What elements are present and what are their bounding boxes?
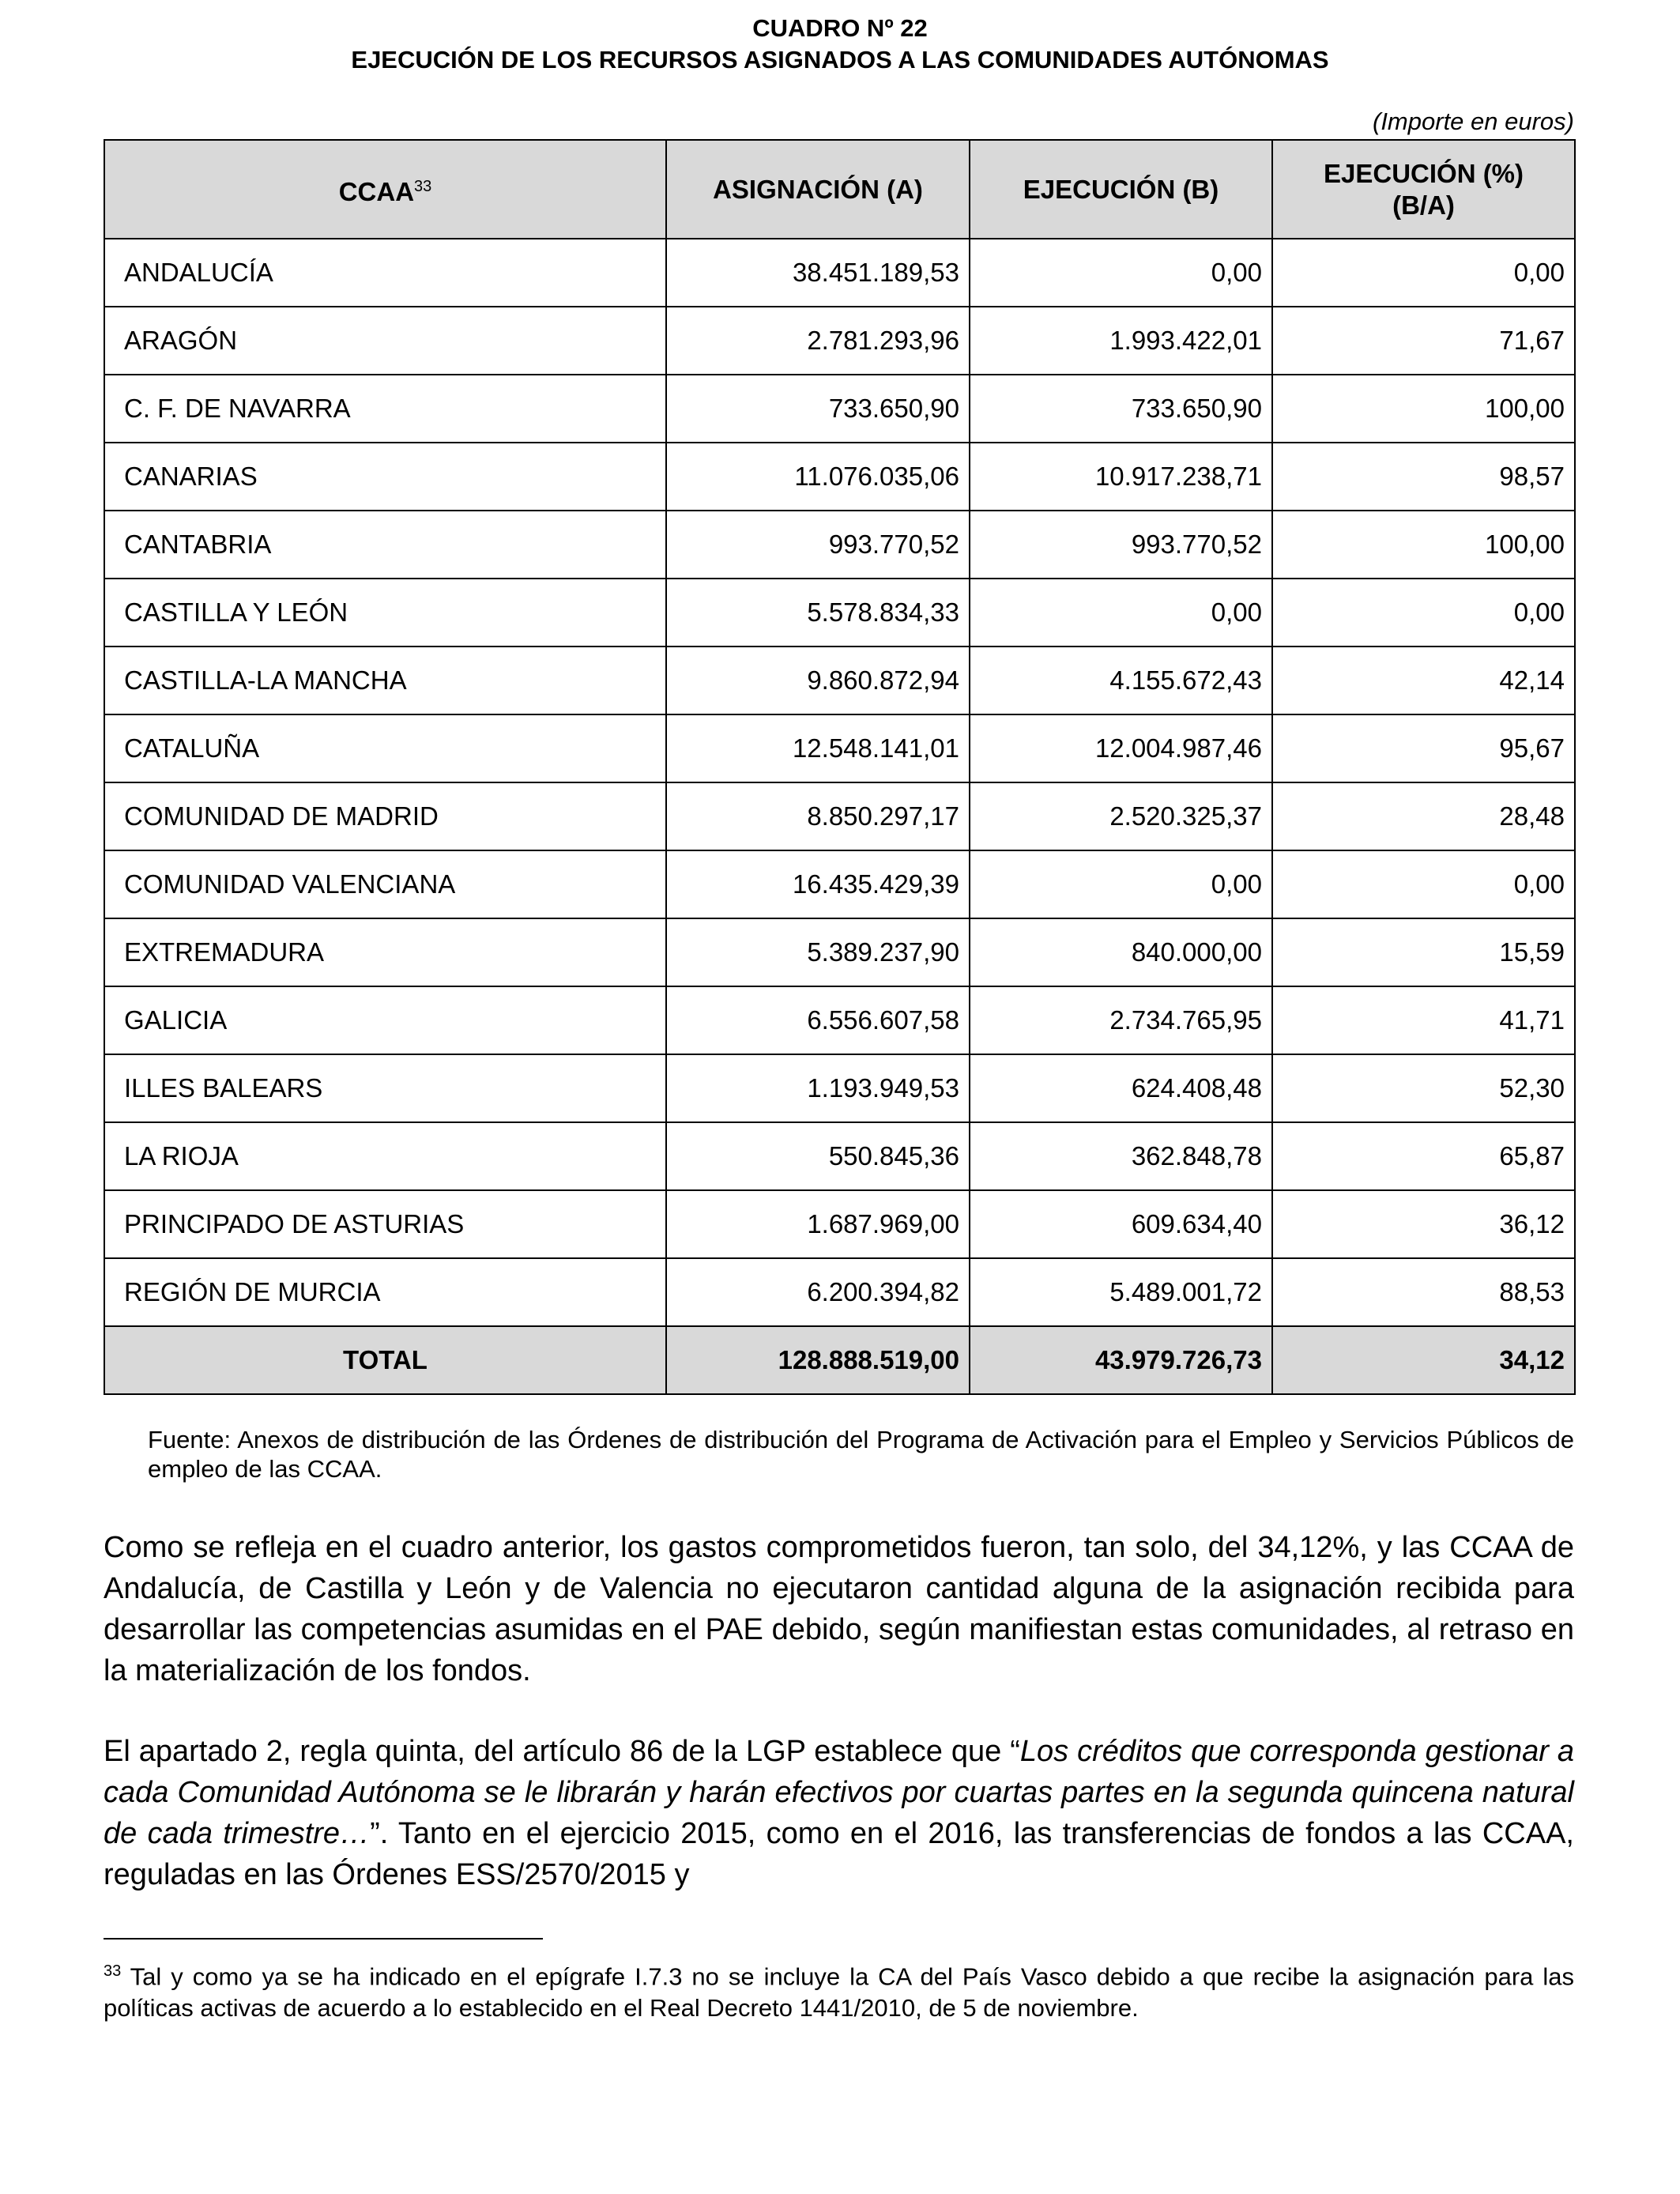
ejecucion-pct-value: 95,67 [1272,714,1575,782]
total-label: TOTAL [104,1326,666,1394]
ccaa-name: CATALUÑA [104,714,666,782]
table-row [104,714,1575,782]
table-row [104,307,1575,375]
total-asignacion: 128.888.519,00 [666,1326,970,1394]
ccaa-name: CANARIAS [104,443,666,511]
ccaa-name: GALICIA [104,986,666,1054]
total-ejecucion: 43.979.726,73 [970,1326,1272,1394]
ccaa-name: ANDALUCÍA [104,239,666,307]
ejecucion-pct-value: 0,00 [1272,579,1575,647]
column-header-asignacion: ASIGNACIÓN (A) [666,140,970,239]
asignacion-value: 2.781.293,96 [666,307,970,375]
ccaa-name: COMUNIDAD VALENCIANA [104,850,666,918]
ejecucion-pct-value: 0,00 [1272,239,1575,307]
execution-table [104,139,1576,1395]
footnote-separator [104,1938,543,1940]
legal-quote: Los créditos que corresponda gestionar a cada Comunidad Autónoma se le librarán y harán efectivos por cuartas partes en la segunda quincena natural de cada trimestre… [104,1735,1575,1850]
asignacion-value: 5.389.237,90 [666,918,970,986]
ejecucion-pct-value: 28,48 [1272,782,1575,850]
ejecucion-value: 733.650,90 [970,375,1272,443]
ejecucion-value: 2.734.765,95 [970,986,1272,1054]
asignacion-value: 5.578.834,33 [666,579,970,647]
asignacion-value: 9.860.872,94 [666,647,970,714]
table-row [104,850,1575,918]
ccaa-name: CANTABRIA [104,511,666,579]
asignacion-value: 1.687.969,00 [666,1190,970,1258]
ccaa-name: REGIÓN DE MURCIA [104,1258,666,1326]
ejecucion-value: 1.993.422,01 [970,307,1272,375]
table-row [104,986,1575,1054]
ejecucion-value: 362.848,78 [970,1122,1272,1190]
ccaa-name: C. F. DE NAVARRA [104,375,666,443]
table-row [104,1122,1575,1190]
asignacion-value: 733.650,90 [666,375,970,443]
ccaa-name: EXTREMADURA [104,918,666,986]
asignacion-value: 12.548.141,01 [666,714,970,782]
ejecucion-pct-value: 88,53 [1272,1258,1575,1326]
ejecucion-value: 5.489.001,72 [970,1258,1272,1326]
ejecucion-value: 840.000,00 [970,918,1272,986]
table-row [104,511,1575,579]
ccaa-name: ILLES BALEARS [104,1054,666,1122]
asignacion-value: 16.435.429,39 [666,850,970,918]
asignacion-value: 6.556.607,58 [666,986,970,1054]
column-header-ccaa: CCAA$^{33}$ [104,140,666,239]
ejecucion-value: 993.770,52 [970,511,1272,579]
table-row [104,1258,1575,1326]
ccaa-name: CASTILLA-LA MANCHA [104,647,666,714]
asignacion-value: 550.845,36 [666,1122,970,1190]
ejecucion-value: 0,00 [970,850,1272,918]
asignacion-value: 1.193.949,53 [666,1054,970,1122]
footnote-number: 33 [104,1962,122,1980]
table-number-title: CUADRO Nº 22 [752,14,928,42]
ccaa-name: COMUNIDAD DE MADRID [104,782,666,850]
ejecucion-value: 609.634,40 [970,1190,1272,1258]
ejecucion-value: 10.917.238,71 [970,443,1272,511]
ejecucion-pct-value: 0,00 [1272,850,1575,918]
table-row [104,443,1575,511]
ejecucion-pct-value: 65,87 [1272,1122,1575,1190]
ccaa-name: PRINCIPADO DE ASTURIAS [104,1190,666,1258]
ejecucion-pct-value: 98,57 [1272,443,1575,511]
ejecucion-value: 12.004.987,46 [970,714,1272,782]
ejecucion-value: 2.520.325,37 [970,782,1272,850]
asignacion-value: 11.076.035,06 [666,443,970,511]
table-title: EJECUCIÓN DE LOS RECURSOS ASIGNADOS A LAS COMUNIDADES AUTÓNOMAS [351,46,1329,74]
body-paragraph-2: El apartado 2, regla quinta, del artículo 86 de la LGP establece que “Los créditos que corresponda gestionar a cada Comunidad Autónoma se le librarán y harán efectivos por cuartas partes en la segunda quincena natural de cada trimestre…”. Tanto en el ejercicio 2015, como en el 2016, las transferencias de fondos a las CCAA, reguladas en las Órdenes ESS/2570/2015 y [104,1735,1575,1891]
ejecucion-pct-value: 71,67 [1272,307,1575,375]
ccaa-name: LA RIOJA [104,1122,666,1190]
asignacion-value: 8.850.297,17 [666,782,970,850]
ejecucion-pct-value: 52,30 [1272,1054,1575,1122]
asignacion-value: 6.200.394,82 [666,1258,970,1326]
ejecucion-value: 4.155.672,43 [970,647,1272,714]
table-row [104,918,1575,986]
ejecucion-pct-value: 100,00 [1272,375,1575,443]
ejecucion-pct-value: 36,12 [1272,1190,1575,1258]
table-row [104,375,1575,443]
table-source-note: Fuente: Anexos de distribución de las Órdenes de distribución del Programa de Activación para el Empleo y Servicios Públicos de empleo de las CCAA. [148,1426,1574,1483]
body-paragraph-1: Como se refleja en el cuadro anterior, los gastos comprometidos fueron, tan solo, del 34,12%, y las CCAA de Andalucía, de Castilla y León y de Valencia no ejecutaron cantidad alguna de la asignación recibida para desarrollar las competencias asumidas en el PAE debido, según manifiestan estas comunidades, al retraso en la materialización de los fondos. [104,1531,1574,1687]
ejecucion-pct-value: 42,14 [1272,647,1575,714]
table-row [104,579,1575,647]
ccaa-name: CASTILLA Y LEÓN [104,579,666,647]
ejecucion-pct-value: 15,59 [1272,918,1575,986]
footnote: $^{33}$ Tal y como ya se ha indicado en el epígrafe I.7.3 no se incluye la CA del País Vasco debido a que recibe la asignación para las políticas activas de acuerdo a lo establecido en el Real Decreto 1441/2010, de 5 de noviembre. [104,1962,1574,2022]
table-row [104,239,1575,307]
ccaa-name: ARAGÓN [104,307,666,375]
ejecucion-pct-value: 41,71 [1272,986,1575,1054]
column-header-ejecucion: EJECUCIÓN (B) [970,140,1272,239]
footnote-ref: 33 [414,178,432,195]
asignacion-value: 993.770,52 [666,511,970,579]
ejecucion-value: 0,00 [970,579,1272,647]
units-note: (Importe en euros) [1373,107,1574,135]
table-row [104,782,1575,850]
ejecucion-pct-value: 100,00 [1272,511,1575,579]
table-total-row [104,1326,1575,1394]
table-row [104,647,1575,714]
ejecucion-value: 624.408,48 [970,1054,1272,1122]
table-row [104,1190,1575,1258]
column-header-ejecucion-pct: EJECUCIÓN (%) (B/A) [1272,140,1575,239]
table-row [104,1054,1575,1122]
total-ejecucion-pct: 34,12 [1272,1326,1575,1394]
asignacion-value: 38.451.189,53 [666,239,970,307]
ejecucion-value: 0,00 [970,239,1272,307]
table-header-row [104,140,1575,239]
